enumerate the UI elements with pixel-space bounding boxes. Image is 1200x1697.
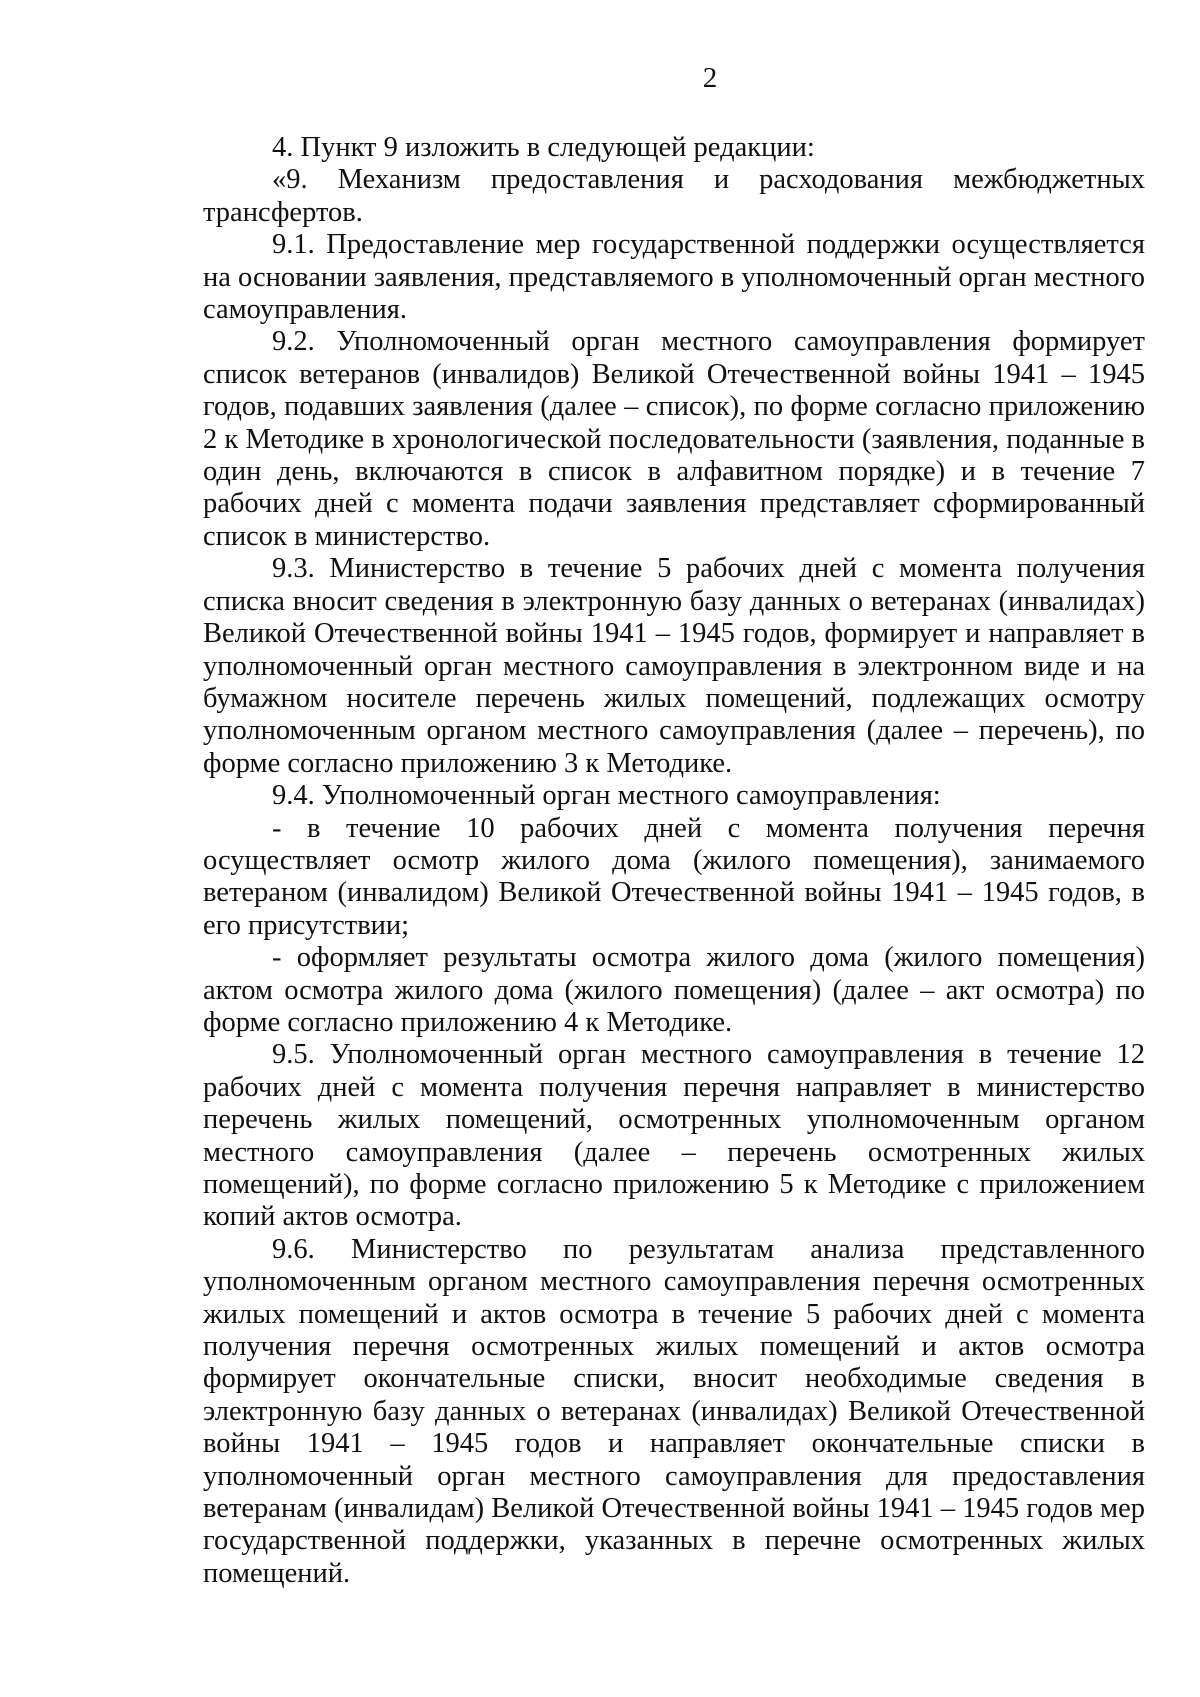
paragraph-9-4-bullet-2: - оформляет результаты осмотра жилого дома (жилого помещения) актом осмотра жилого дома (жилого помещения) (далее – акт осмотра) по форме согласно приложению 4 к Методике. xyxy=(203,942,1145,1038)
paragraph-section-9-title: «9. Механизм предоставления и расходования межбюджетных трансфертов. xyxy=(203,164,1145,228)
paragraph-9-4: 9.4. Уполномоченный орган местного самоуправления: xyxy=(272,780,941,812)
paragraph-9-4-bullet-1: - в течение 10 рабочих дней с момента получения перечня осуществляет осмотр жилого дома (жилого помещения), занимаемого ветераном (инвалидом) Великой Отечественной войны 1941 – 1945 годов, в его присутствии; xyxy=(203,812,1145,941)
paragraph-9-6: 9.6. Министерство по результатам анализа представленного уполномоченным органом местного самоуправления перечня осмотренных жилых помещений и актов осмотра в течение 5 рабочих дней с момента получения перечня осмотренных жилых помещений и актов осмотра формирует окончательные списки, вносит необходимые сведения в электронную базу данных о ветеранах (инвалидах) Великой Отечественной войны 1941 – 1945 годов и направляет окончательные списки в уполномоченный орган местного самоуправления для предоставления ветеранам (инвалидам) Великой Отечественной войны 1941 – 1945 годов мер государственной поддержки, указанных в перечне осмотренных жилых помещений. xyxy=(203,1233,1145,1589)
paragraph-9-2: 9.2. Уполномоченный орган местного самоуправления формирует список ветеранов (инвалидов) Великой Отечественной войны 1941 – 1945 годов, подавших заявления (далее – список), по форме согласно приложению 2 к Методике в хронологической последовательности (заявления, поданные в один день, включаются в список в алфавитном порядке) и в течение 7 рабочих дней с момента подачи заявления представляет сформированный список в министерство. xyxy=(203,326,1145,552)
paragraph-item-4: 4. Пункт 9 изложить в следующей редакции: xyxy=(272,132,815,163)
paragraph-9-5: 9.5. Уполномоченный орган местного самоуправления в течение 12 рабочих дней с момента получения перечня направляет в министерство перечень жилых помещений, осмотренных уполномоченным органом местного самоуправления (далее – перечень осмотренных жилых помещений), по форме согласно приложению 5 к Методике с приложением копий актов осмотра. xyxy=(203,1039,1145,1233)
paragraph-9-1: 9.1. Предоставление мер государственной поддержки осуществляется на основании заявления, представляемого в уполномоченный орган местного самоуправления. xyxy=(203,229,1145,326)
document-body xyxy=(203,132,1145,1590)
page-number: 2 xyxy=(702,62,718,94)
paragraph-9-3: 9.3. Министерство в течение 5 рабочих дней с момента получения списка вносит сведения в электронную базу данных о ветеранах (инвалидах) Великой Отечественной войны 1941 – 1945 годов, формирует и направляет в уполномоченный орган местного самоуправления в электронном виде и на бумажном носителе перечень жилых помещений, подлежащих осмотру уполномоченным органом местного самоуправления (далее – перечень), по форме согласно приложению 3 к Методике. xyxy=(203,553,1145,779)
